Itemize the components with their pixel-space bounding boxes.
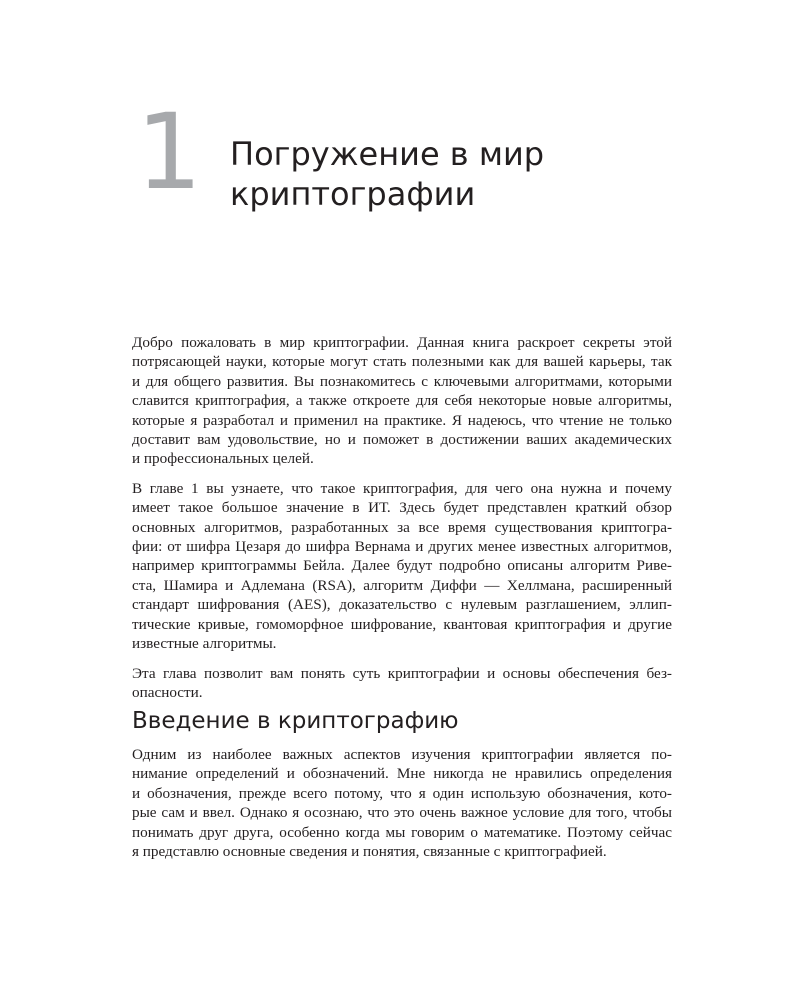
text-line: основных алгоритмов, разработанных за все время существования криптогра- [132, 518, 672, 536]
text-line: фии: от шифра Цезаря до шифра Вернама и других менее известных алгоритмов, [132, 538, 672, 556]
text-line: понимать друг друга, особенно когда мы говорим о математике. Поэтому сейчас [132, 823, 672, 841]
intro-paragraph-1 [132, 333, 672, 469]
intro-paragraph-2 [132, 479, 672, 654]
text-line: которые я разработал и применил на практике. Я надеюсь, что чтение не только [132, 411, 672, 429]
text-line: например криптограммы Бейла. Далее будут подробно описаны алгоритм Риве- [132, 557, 672, 575]
text-line: Одним из наиболее важных аспектов изучения криптографии является по- [132, 746, 672, 763]
text-line: стандарт шифрования (AES), доказательство с нулевым разглашением, эллип- [132, 596, 672, 614]
text-line: я представлю основные сведения и понятия, связанные с криптографией. [132, 843, 607, 861]
intro-text [132, 333, 672, 712]
text-line: известные алгоритмы. [132, 635, 277, 653]
text-line: Эта глава позволит вам понять суть криптографии и основы обеспечения без- [132, 664, 672, 682]
chapter-number: 1 [136, 91, 203, 213]
text-line: опасности. [132, 683, 203, 701]
text-line: Добро пожаловать в мир криптографии. Данная книга раскроет секреты этой [132, 334, 672, 351]
text-line: В главе 1 вы узнаете, что такое криптография, для чего она нужна и почему [132, 479, 672, 497]
text-line: и профессиональных целей. [132, 450, 314, 468]
text-line: тические кривые, гомоморфное шифрование, квантовая криптография и другие [132, 615, 672, 633]
chapter-title-line: Погружение в мир [230, 135, 545, 173]
chapter-title-line: криптографии [230, 175, 476, 213]
text-line: славится криптография, а также откроете для себя некоторые новые алгоритмы, [132, 392, 672, 410]
text-line: потрясающей науки, которые могут стать полезными как для вашей карьеры, так [132, 353, 672, 371]
text-line: и обозначения, прежде всего потому, что я один использую обозначения, кото- [132, 784, 672, 802]
intro-paragraph-3 [132, 664, 672, 703]
section-heading: Введение в криптографию [132, 708, 459, 734]
section-paragraph-1 [132, 745, 672, 861]
section-text [132, 745, 672, 871]
text-line: рые сам и ввел. Однако я осознаю, что это очень важное условие для того, чтобы [132, 804, 672, 822]
text-line: доставит вам удовольствие, но и поможет в достижении ваших академических [132, 431, 672, 449]
chapter-title [230, 134, 670, 214]
text-line: ста, Шамира и Адлемана (RSA), алгоритм Диффи — Хеллмана, расширенный [132, 576, 672, 594]
text-line: нимание определений и обозначений. Мне никогда не нравились определения [132, 765, 672, 783]
text-line: имеет такое большое значение в ИТ. Здесь будет представлен краткий обзор [132, 499, 672, 517]
text-line: и для общего развития. Вы познакомитесь с ключевыми алгоритмами, которыми [132, 372, 672, 390]
